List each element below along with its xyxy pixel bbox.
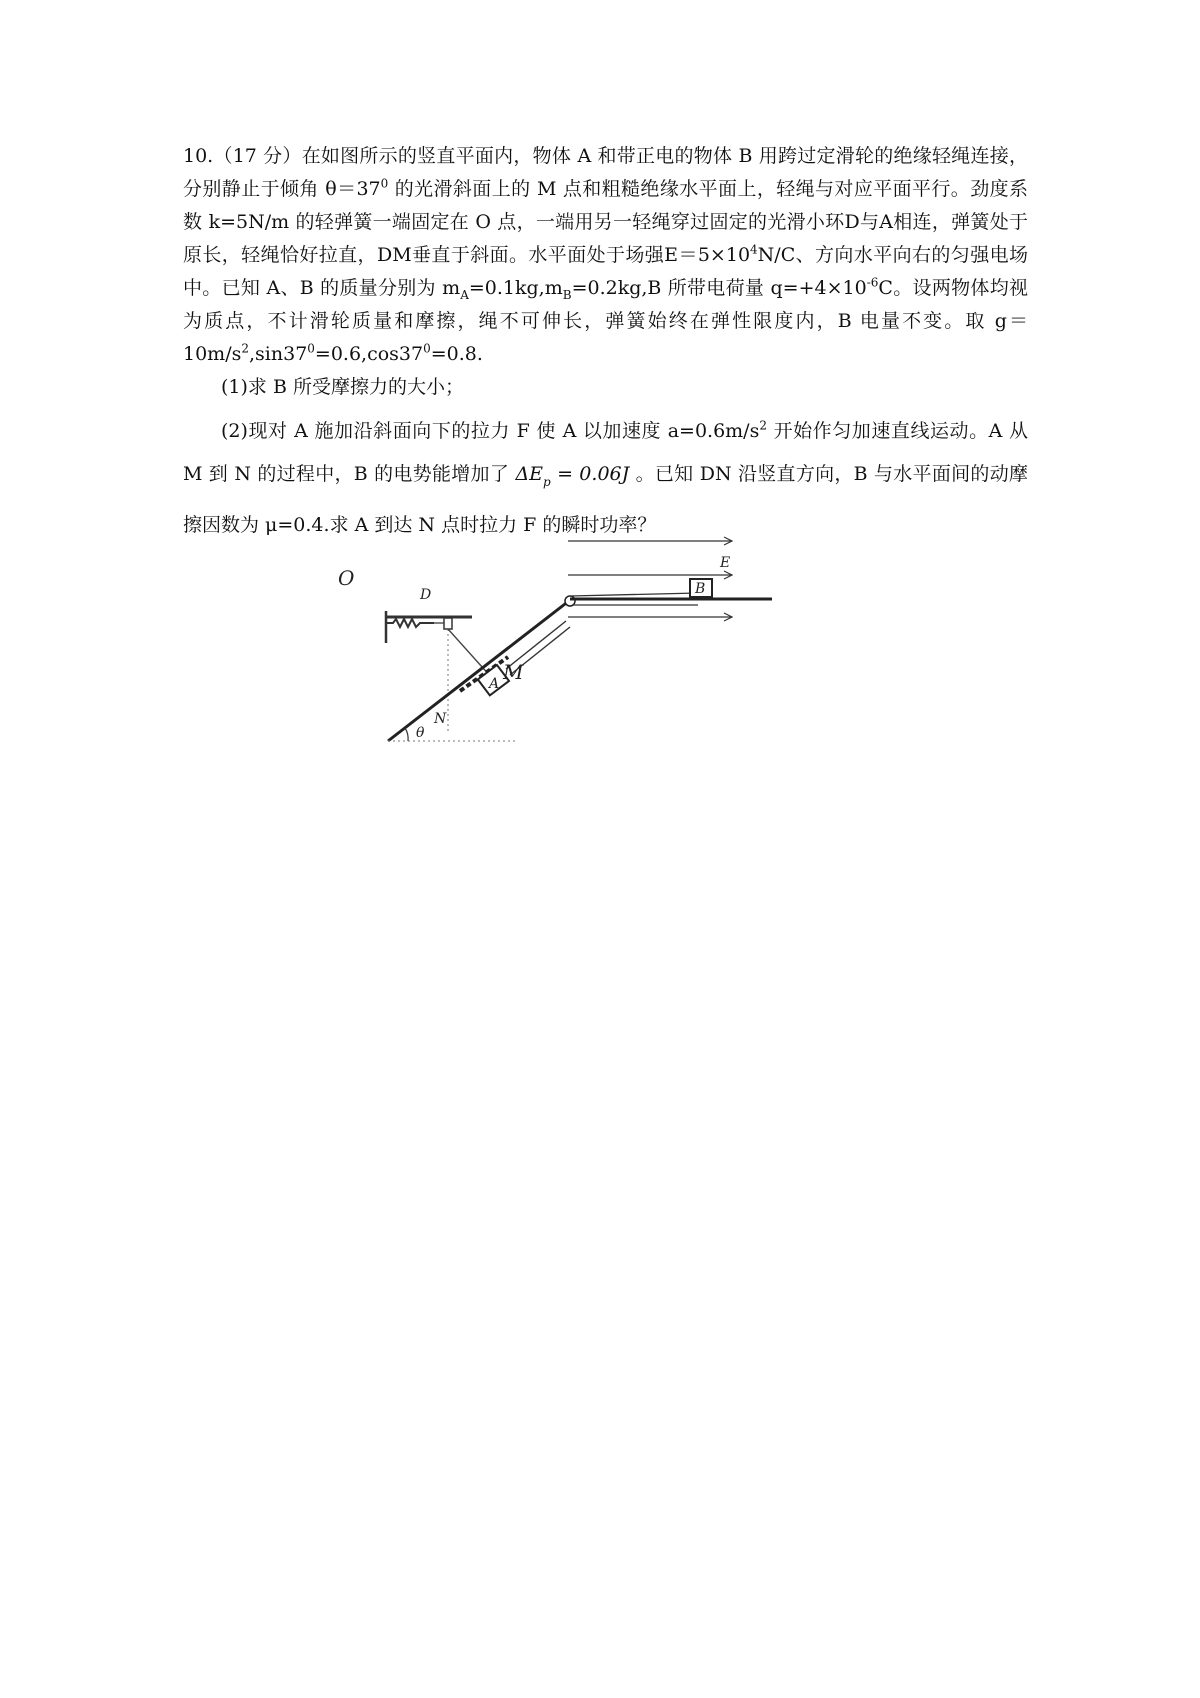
- statement-text-7: ,sin37: [249, 343, 308, 365]
- statement-text-9: =0.8.: [430, 343, 483, 365]
- potential-energy-formula: [515, 463, 630, 489]
- label-o: O: [338, 566, 355, 590]
- problem-10: [183, 140, 1028, 547]
- statement-text-6: C。设两物体均视为质点，不计滑轮质量和摩擦，绳不可伸长，弹簧始终在弹性限度内，B 电量不变。取 g＝10m/s: [183, 277, 1028, 365]
- incline-surface: [388, 597, 574, 741]
- problem-points: （17 分）: [213, 145, 302, 167]
- degree-sup-1: 0: [380, 176, 389, 191]
- diagram-svg: [338, 555, 850, 825]
- question-2-text-c: 。已知 DN 沿竖直方向，B 与水平面间的动摩擦因数为 μ=0.4.求 A 到达 N 点时拉力 F 的瞬时功率？: [183, 463, 1028, 536]
- mass-b-sub: B: [562, 287, 572, 302]
- formula-delta-e: ΔE: [515, 463, 544, 485]
- label-theta: θ: [416, 725, 425, 741]
- label-e: E: [720, 555, 731, 571]
- ring-d-icon: [444, 618, 452, 629]
- label-n: N: [434, 711, 447, 727]
- rope-b-top: [570, 593, 698, 596]
- label-b: B: [695, 581, 706, 597]
- problem-number: 10.: [183, 145, 214, 167]
- field-exponent: 4: [750, 242, 758, 257]
- physics-diagram: [338, 555, 850, 825]
- formula-value: = 0.06J: [550, 463, 630, 485]
- statement-text-1: 在如图所示的竖直平面内，物体 A 和带正电的物体 B 用跨过定滑轮的绝缘轻绳连接，分别静止于倾角 θ＝37: [183, 145, 1028, 200]
- label-a: A: [489, 676, 500, 692]
- question-1: (1)求 B 所受摩擦力的大小；: [221, 376, 464, 398]
- spring-icon: [387, 619, 434, 627]
- question-2: [183, 410, 1028, 547]
- question-2-text-b: 开始作匀加速直线运动。A 从 M 到 N 的过程中，B 的电势能增加了: [183, 420, 1028, 485]
- statement-text-2: 的光滑斜面上的 M 点和粗糙绝缘水平面上，轻绳与对应平面平行。劲度系数 k=5N/m 的轻弹簧一端固定在 O 点，一端用另一轻绳穿过固定的光滑小环D与A相连，弹簧处于原长，轻绳恰好拉直，DM垂直于斜面。水平面处于场强E＝5×10: [183, 178, 1028, 266]
- g-exponent: 2: [241, 341, 249, 356]
- label-d: D: [420, 587, 432, 603]
- question-2-text-a: (2)现对 A 施加沿斜面向下的拉力 F 使 A 以加速度 a=0.6m/s: [221, 420, 760, 442]
- problem-statement: [183, 140, 1028, 371]
- mass-a-sub: A: [460, 287, 469, 302]
- charge-exponent: -6: [866, 275, 879, 290]
- statement-text-5: =0.2kg,B 所带电荷量 q=+4×10: [571, 277, 867, 299]
- angle-arc: [405, 728, 408, 741]
- sin-degree-sup: 0: [307, 341, 315, 356]
- cos-degree-sup: 0: [423, 341, 431, 356]
- formula-sub-p: p: [543, 475, 551, 489]
- accel-exponent: 2: [759, 418, 767, 433]
- statement-text-4: =0.1kg,m: [468, 277, 563, 299]
- statement-text-3: N/C、方向水平向右的匀强电场中。已知 A、B 的质量分别为 m: [183, 244, 1028, 299]
- statement-text-8: =0.6,cos37: [314, 343, 424, 365]
- label-m: M: [503, 660, 524, 684]
